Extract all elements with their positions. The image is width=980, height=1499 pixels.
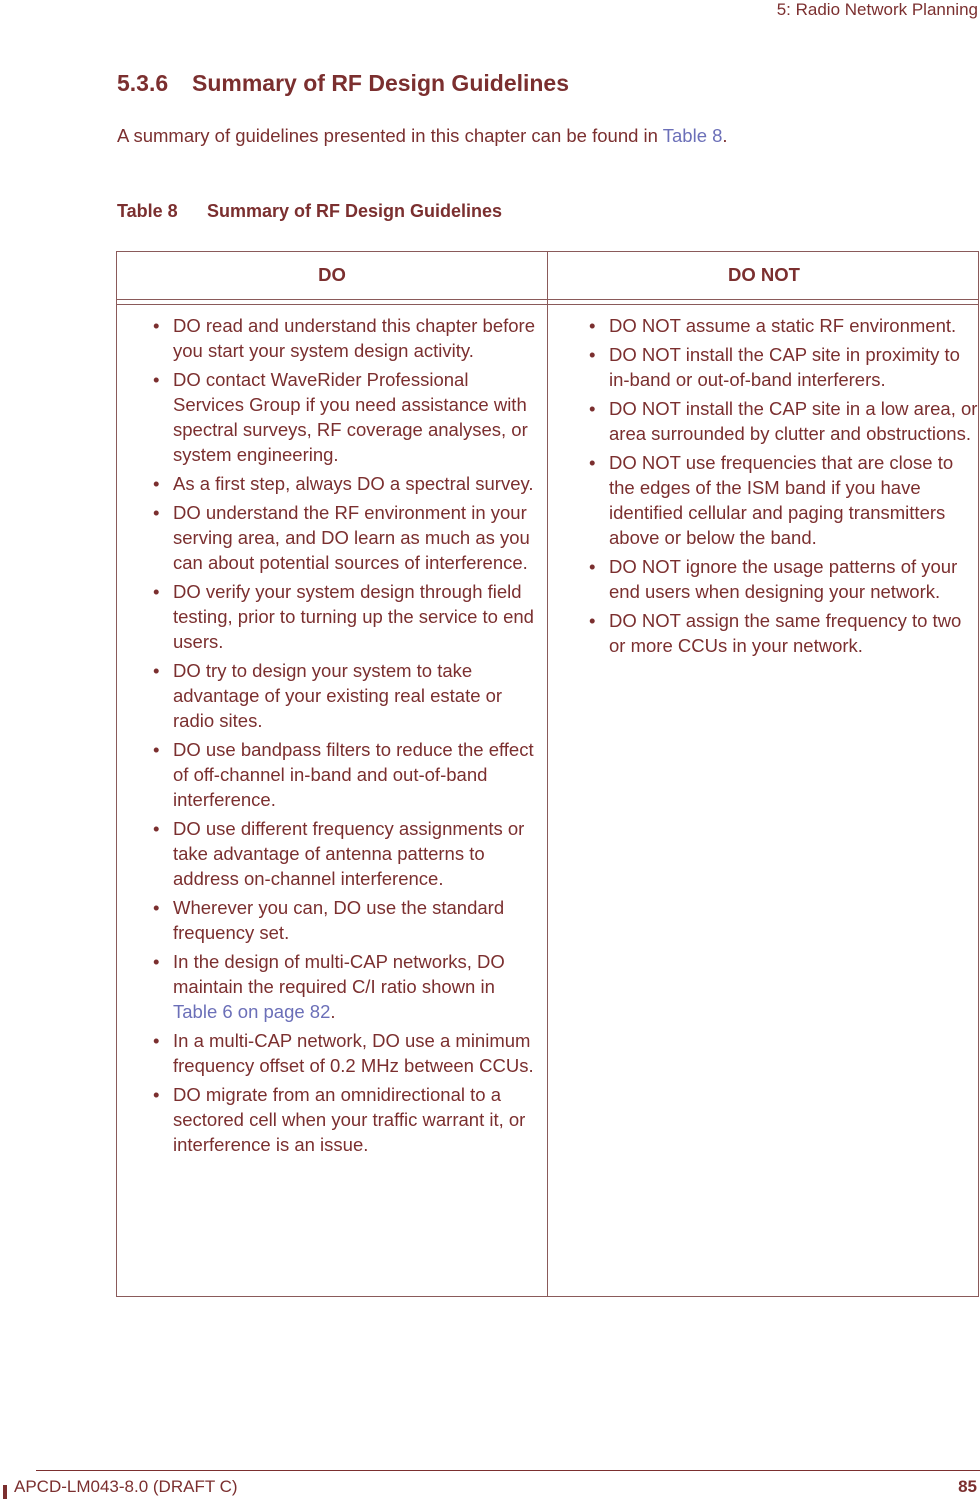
- table-caption-title: Summary of RF Design Guidelines: [207, 201, 503, 221]
- do-not-list: [585, 313, 980, 662]
- list-item: • DO NOT assume a static RF environment.: [589, 315, 957, 336]
- intro-text: A summary of guidelines presented in this chapter can be found in: [117, 125, 663, 146]
- list-item: • DO migrate from an omnidirectional to a sectored cell when your traffic warrant it, or interference is an issue.: [153, 1084, 526, 1155]
- list-item: • DO understand the RF environment in your serving area, and DO learn as much as you can about potential sources of interference.: [153, 502, 530, 573]
- table-caption-number: Table 8: [117, 201, 178, 221]
- column-header-do-not: DO NOT: [728, 264, 800, 285]
- intro-end: .: [722, 125, 728, 146]
- table-6-link[interactable]: Table 6 on page 82: [173, 1001, 331, 1022]
- section-title: Summary of RF Design Guidelines: [192, 70, 570, 96]
- intro-paragraph: [117, 125, 728, 147]
- footer-mark: [3, 1485, 7, 1499]
- table-caption: [117, 201, 502, 222]
- footer-rule: [36, 1470, 980, 1471]
- footer-document-id: APCD-LM043-8.0 (DRAFT C): [14, 1477, 238, 1496]
- table-8-link[interactable]: Table 8: [662, 125, 723, 146]
- list-item: • In the design of multi-CAP networks, DO maintain the required C/I ratio shown in Table 6 on page 82.: [153, 951, 505, 1022]
- list-item: • DO NOT assign the same frequency to two or more CCUs in your network.: [589, 610, 962, 656]
- list-item: • DO use bandpass filters to reduce the effect of off-channel in-band and out-of-band interference.: [153, 739, 534, 810]
- list-item: • In a multi-CAP network, DO use a minimum frequency offset of 0.2 MHz between CCUs.: [153, 1030, 534, 1076]
- list-item: • DO try to design your system to take advantage of your existing real estate or radio sites.: [153, 660, 503, 731]
- list-item: • DO NOT install the CAP site in a low area, or area surrounded by clutter and obstructions.: [589, 398, 978, 444]
- list-item: • DO read and understand this chapter before you start your system design activity.: [153, 315, 536, 361]
- header-rule: [117, 299, 978, 300]
- list-item: • DO NOT install the CAP site in proximity to in-band or out-of-band interferers.: [589, 344, 960, 390]
- column-header-do: DO: [318, 264, 346, 285]
- guidelines-table: [116, 251, 979, 1297]
- section-heading: [117, 70, 569, 97]
- list-item: • DO NOT ignore the usage patterns of your end users when designing your network.: [589, 556, 958, 602]
- list-item: • DO verify your system design through field testing, prior to turning up the service to end users.: [153, 581, 534, 652]
- list-item: • As a first step, always DO a spectral survey.: [153, 473, 534, 494]
- list-item: • DO contact WaveRider Professional Services Group if you need assistance with spectral surveys, RF coverage analyses, or system engineering.: [153, 369, 528, 465]
- list-item: • DO NOT use frequencies that are close to the edges of the ISM band if you have identified cellular and paging transmitters above or below the band.: [589, 452, 954, 548]
- section-number: 5.3.6: [117, 70, 169, 96]
- running-header: 5: Radio Network Planning: [776, 0, 978, 19]
- list-item: • DO use different frequency assignments or take advantage of antenna patterns to address on-channel interference.: [153, 818, 525, 889]
- page-number: 85: [958, 1477, 977, 1496]
- column-divider: [547, 252, 548, 1296]
- do-list: [149, 313, 539, 1161]
- list-item: • Wherever you can, DO use the standard frequency set.: [153, 897, 505, 943]
- header-rule: [117, 304, 978, 305]
